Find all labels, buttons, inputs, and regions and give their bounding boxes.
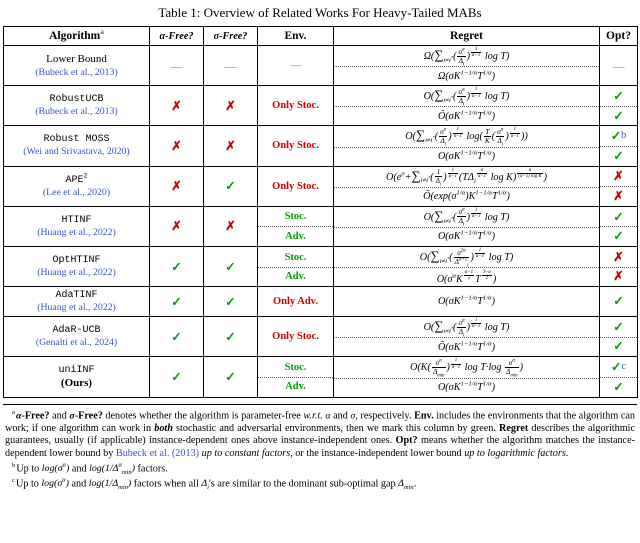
table-row [4, 246, 638, 286]
algorithm-name: Lower Bound [46, 53, 107, 66]
sigma-free-cell [204, 206, 258, 246]
header-algorithm-label: Algorithm [49, 30, 101, 42]
env-cell [258, 126, 334, 166]
table-row [4, 166, 638, 206]
table-row [4, 126, 638, 166]
regret-cell [334, 287, 600, 317]
env-cell [258, 206, 334, 246]
alpha-free-cell [150, 287, 204, 317]
cross-icon: ✗ [171, 98, 182, 113]
regret-line [334, 287, 599, 316]
env-label: Adv. [258, 226, 333, 245]
env-label: Only Stoc. [272, 100, 319, 112]
footnote-a: $^a$α-Free? and σ-Free? denotes whether the algorithm is parameter-free w.r.t. α and σ, respectively. Env. includes the environments that the algorithm can work; if one algorithm can work in both stochastic and adversarial environments, then we mark this column by green. Regret describes the algorithmic guarantees, usually (if applicable) instance-dependent ones above instance-independent ones. Opt? means whether the algorithm matches the instance-dependent lower bound by Bubeck et al. (2013) up to constant factors, or the instance-independent lower bound up to logarithmic factors. [5, 408, 635, 460]
opt-line [600, 167, 637, 186]
env-cell [258, 166, 334, 206]
opt-line [600, 186, 637, 205]
regret-formula: $O(\sum_{i\ne i^*}$( $\frac{\sigma^\alpha}{\Delta_i}$ ) $^{\frac{1}{\alpha-1}}$ log( $\frac{T}{K}$ ( $\frac{\sigma^\alpha}{\Delta_i}$ ) $^{\frac{1}{\alpha-1}}$ )) [405, 127, 528, 148]
env-cell [258, 46, 334, 86]
footnote-rule [3, 404, 637, 405]
regret-formula: $O(\sigma K^{1-1/\alpha}T^{1/\alpha})$ [437, 230, 496, 243]
algorithm-cell [4, 357, 150, 397]
check-icon: ✓ [613, 339, 624, 354]
regret-cell [334, 86, 600, 126]
table-row [4, 86, 638, 126]
sigma-free-cell [204, 126, 258, 166]
header-opt [600, 27, 638, 46]
regret-formula: $O(\sigma^\alpha K$ $^{\frac{\alpha-1}{2}}$ T $^{\frac{3-\alpha}{2}}$ ) [436, 269, 497, 285]
regret-cell [334, 126, 600, 166]
algorithm-cell [4, 86, 150, 126]
citation-link[interactable]: Bubeck et al. (2013) [115, 448, 200, 460]
regret-line [334, 267, 599, 286]
env-label: Only Stoc. [272, 140, 319, 152]
cross-icon: ✗ [613, 169, 624, 184]
algorithm-cell [4, 166, 150, 206]
regret-line [334, 167, 599, 187]
check-icon: ✓ [225, 294, 236, 309]
footnote-marker-a: a [100, 27, 104, 37]
regret-cell [334, 166, 600, 206]
regret-formula: $O(\sigma K^{1-1/\alpha}T^{1/\alpha})$ [437, 294, 496, 308]
opt-cell [600, 246, 638, 286]
check-icon: ✓ [613, 148, 624, 163]
opt-line [600, 267, 637, 286]
regret-formula: $\Omega(\sigma K^{1-1/\alpha}T^{1/\alpha})$ [437, 69, 496, 82]
regret-line [334, 357, 599, 377]
alpha-free-cell [150, 246, 204, 286]
env-label: Only Adv. [273, 296, 318, 308]
alpha-free-cell [150, 317, 204, 357]
citation-link[interactable]: (Huang et al., 2022) [37, 301, 116, 313]
table-row [4, 317, 638, 357]
sigma-free-cell [204, 357, 258, 397]
regret-line [334, 247, 599, 267]
env-label: Only Stoc. [272, 331, 319, 343]
regret-cell [334, 206, 600, 246]
regret-formula: $O(\sigma K^{1-1/\alpha}T^{1/\alpha})$ [437, 380, 496, 393]
check-icon: ✓ [171, 294, 182, 309]
opt-cell [600, 126, 638, 166]
related-works-table [3, 26, 638, 398]
regret-formula: $O(\sum_{i\ne i^*}$( $\frac{\sigma^\alpha}{\Delta_i}$ ) $^{\frac{1}{\alpha-1}}$ log T) [423, 207, 510, 228]
regret-line [334, 46, 599, 66]
check-icon: ✓ [613, 319, 624, 334]
citation-link[interactable]: (Lee et al., 2020) [42, 186, 111, 198]
regret-formula: $O(\sigma K^{1-1/\alpha}T^{1/\alpha})$ [437, 149, 496, 163]
regret-formula: $Õ(\sigma K^{1-1/\alpha}T^{1/\alpha})$ [437, 340, 496, 353]
citation-link[interactable]: (Bubeck et al., 2013) [35, 66, 118, 78]
header-env-label: Env. [284, 30, 307, 42]
opt-line: ✓ c [610, 360, 627, 375]
env-label: Only Stoc. [272, 180, 319, 192]
regret-formula: $\Omega(\sum_{i\ne i^*}$( $\frac{\sigma^\alpha}{\Delta_i}$ ) $^{\frac{1}{\alpha-1}}$ log T) [423, 46, 510, 68]
check-icon: ✓ [613, 89, 624, 104]
sigma-free-cell [204, 246, 258, 286]
opt-line [600, 318, 637, 337]
algorithm-cell [4, 246, 150, 286]
alpha-free-cell [150, 206, 204, 246]
regret-line [334, 337, 599, 356]
check-icon: ✓ [613, 379, 624, 394]
env-cell [258, 246, 334, 286]
env-label: Adv. [258, 377, 333, 396]
regret-cell [334, 46, 600, 86]
regret-line [334, 207, 599, 227]
dash: — [224, 58, 237, 73]
opt-cell [600, 287, 638, 317]
regret-line [334, 147, 599, 166]
regret-cell [334, 317, 600, 357]
opt-line [600, 87, 637, 106]
env-cell [258, 287, 334, 317]
opt-line [600, 106, 637, 125]
citation-link[interactable]: (Huang et al., 2022) [37, 266, 116, 278]
env-cell [258, 317, 334, 357]
cross-icon: ✗ [171, 138, 182, 153]
opt-line: ✓ b [610, 129, 627, 144]
sigma-free-cell [204, 46, 258, 86]
check-icon: ✓ [171, 369, 182, 384]
check-icon: ✓ [225, 369, 236, 384]
sigma-free-cell [204, 287, 258, 317]
check-icon: ✓ [171, 329, 182, 344]
check-icon: ✓ [613, 294, 624, 309]
opt-line [600, 226, 637, 245]
regret-line [334, 227, 599, 246]
check-icon: ✓ [225, 259, 236, 274]
header-row [4, 27, 638, 46]
table-row [4, 46, 638, 86]
opt-line [600, 377, 637, 396]
header-env [258, 27, 334, 46]
table-caption: Table 1: Overview of Related Works For Heavy-Tailed MABs [158, 5, 482, 20]
env-label: — [290, 60, 301, 72]
citation-link[interactable]: (Huang et al., 2022) [37, 226, 116, 238]
opt-cell [600, 86, 638, 126]
table-row [4, 287, 638, 317]
alpha-free-cell [150, 166, 204, 206]
check-icon: ✓ [613, 209, 624, 224]
citation-link[interactable]: (Bubeck et al., 2013) [35, 106, 118, 118]
algorithm-name: uniINF [58, 364, 95, 376]
citation-link[interactable]: (Wei and Srivastava, 2020) [23, 146, 130, 158]
citation-link[interactable]: (Genalti et al., 2024) [35, 337, 118, 349]
header-regret [334, 27, 600, 46]
env-cell [258, 357, 334, 397]
algorithm-cell [4, 46, 150, 86]
cross-icon: ✗ [613, 249, 624, 264]
header-algorithm [4, 27, 150, 46]
alpha-free-cell [150, 86, 204, 126]
regret-line [334, 317, 599, 337]
opt-cell [600, 357, 638, 397]
opt-cell [600, 46, 638, 86]
regret-cell [334, 246, 600, 286]
algorithm-cell [4, 317, 150, 357]
opt-line [600, 337, 637, 356]
alpha-free-cell [150, 126, 204, 166]
opt-cell [600, 317, 638, 357]
dash: — [612, 58, 625, 73]
alpha-free-cell [150, 46, 204, 86]
regret-formula: O(K( $\frac{\sigma^\alpha}{\Delta_{min}}$ ) $^{\frac{1}{\alpha-1}}$ log T·log $\frac{\sigma^\alpha}{\Delta_{min}}$ ) [410, 357, 523, 379]
header-alpha-free-label: α-Free? [159, 31, 194, 42]
opt-line [600, 248, 637, 267]
regret-formula: $O(\sum_{i\ne i^*}$( $\frac{\sigma^\alpha}{\Delta_i}$ ) $^{\frac{1}{\alpha-1}}$ log T) [423, 86, 510, 108]
algorithm-name: Robust MOSS [43, 134, 110, 146]
header-opt-label: Opt? [606, 30, 631, 42]
sigma-free-cell [204, 317, 258, 357]
header-sigma-free-label: σ-Free? [213, 31, 248, 42]
check-icon: ✓ [225, 179, 236, 194]
regret-formula: $O(e^\sigma+\sum_{i\ne i^*}$( $\frac{1}{\Delta_i}$ ) $^{\frac{1}{\alpha-1}}$ ($T\Delta_i$ $^{\frac{\alpha}{\alpha-1}}$ log K) $^{\frac{\alpha}{\text{(α−1) log K}}}$ ) [386, 167, 547, 188]
alpha-free-cell [150, 357, 204, 397]
regret-line [334, 187, 599, 206]
opt-line [600, 51, 637, 80]
table-body [4, 46, 638, 398]
algorithm-name: AdaR-UCB [52, 325, 101, 337]
regret-line [334, 106, 599, 125]
regret-line [334, 66, 599, 85]
env-label: Adv. [258, 267, 333, 286]
cross-icon: ✗ [171, 179, 182, 194]
opt-line [600, 287, 637, 316]
opt-cell [600, 206, 638, 246]
regret-formula: $Õ(\exp(\sigma^{1/\alpha})K^{1-1/\alpha}T^{1/\alpha})$ [423, 189, 510, 203]
check-icon: ✓ [610, 360, 622, 375]
opt-line [600, 207, 637, 226]
sigma-free-cell [204, 166, 258, 206]
algorithm-cell [4, 126, 150, 166]
regret-formula: $O(\sum_{i\ne i^*}$( $\frac{\sigma^\alpha}{\Delta_i}$ ) $^{\frac{1}{\alpha-1}}$ log T) [423, 317, 510, 339]
env-label: Stoc. [284, 251, 307, 263]
regret-line [334, 378, 599, 397]
algorithm-name: OptHTINF [52, 254, 101, 266]
check-icon: ✓ [613, 108, 624, 123]
opt-line [600, 146, 637, 165]
env-label: Stoc. [284, 211, 307, 223]
check-icon: ✓ [225, 329, 236, 344]
dash: — [170, 58, 183, 73]
algorithm-cell [4, 287, 150, 317]
ours-label: (Ours) [60, 376, 93, 389]
opt-cell [600, 166, 638, 206]
cross-icon: ✗ [613, 269, 624, 284]
cross-icon: ✗ [613, 188, 624, 203]
cross-icon: ✗ [225, 98, 236, 113]
header-sigma-free [204, 27, 258, 46]
footnote-c: $^c$Up to $\log(\sigma^\alpha)$ and $\log(1/\Delta_{min})$ factors when all $\Delta_i's$ are similar to the dominant sub-optimal gap $\Delta_{min}$. [12, 477, 417, 492]
cross-icon: ✗ [171, 219, 182, 234]
header-regret-label: Regret [450, 30, 483, 42]
check-icon: ✓ [613, 229, 624, 244]
header-alpha-free [150, 27, 204, 46]
footnote-b: $^b$Up to $\log(\sigma^\alpha)$ and $\log(1/\Delta^\alpha_{min})$ factors. [12, 461, 168, 477]
algorithm-name: AdaTINF [55, 289, 98, 301]
algorithm-cell [4, 206, 150, 246]
env-label: Stoc. [284, 361, 307, 373]
check-icon: ✓ [610, 129, 622, 144]
table-row [4, 357, 638, 397]
cross-icon: ✗ [225, 219, 236, 234]
table-row [4, 206, 638, 246]
algorithm-name: RobustUCB [49, 94, 104, 106]
regret-cell [334, 357, 600, 397]
cross-icon: ✗ [225, 138, 236, 153]
env-cell [258, 86, 334, 126]
algorithm-name: HTINF [61, 214, 92, 226]
regret-formula: $Õ(\sigma K^{1-1/\alpha}T^{1/\alpha})$ [437, 109, 496, 122]
regret-line [334, 126, 599, 146]
sigma-free-cell [204, 86, 258, 126]
regret-line [334, 86, 599, 106]
regret-formula: $O(\sum_{i\ne i^*}$( $\frac{\sigma^{2\alpha}}{\Delta^{\alpha+1}_i}$ ) $^{\frac{1}{\alpha-1}}$ log T) [419, 247, 514, 269]
algorithm-name: APE$^2$ [65, 172, 88, 186]
footnotes [3, 409, 637, 492]
check-icon: ✓ [171, 259, 182, 274]
